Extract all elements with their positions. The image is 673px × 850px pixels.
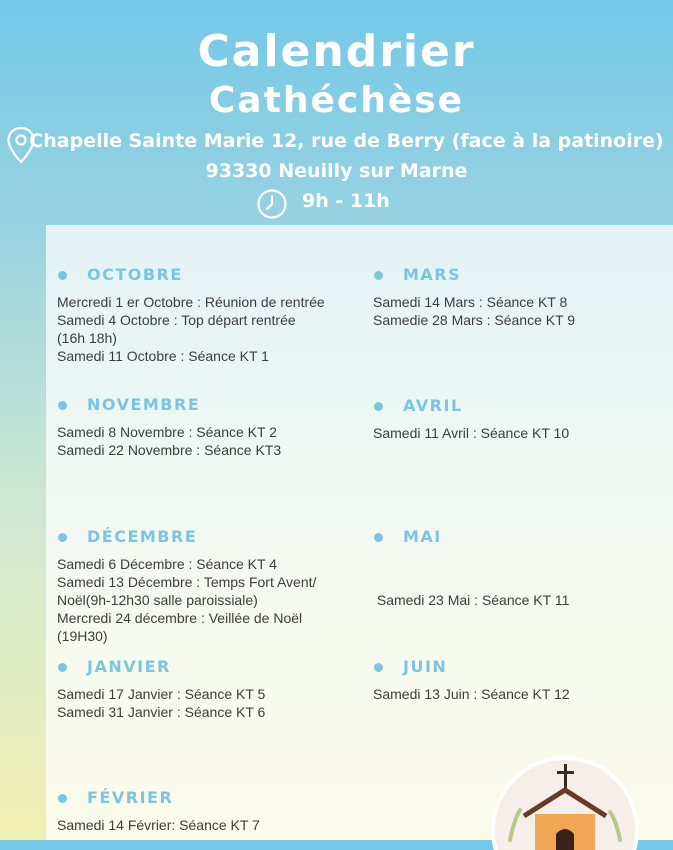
- month-title: JUIN: [403, 657, 448, 676]
- event-item: Samedi 6 Décembre : Séance KT 4: [57, 556, 277, 572]
- page-title: Calendrier: [197, 26, 476, 77]
- bullet-dot: [374, 533, 383, 542]
- event-item: (16h 18h): [57, 330, 117, 346]
- event-item: Mercredi 24 décembre : Veillée de Noël: [57, 610, 303, 626]
- month-title: NOVEMBRE: [87, 395, 201, 414]
- event-item: Samedi 8 Novembre : Séance KT 2: [57, 424, 277, 440]
- event-item: Samedi 22 Novembre : Séance KT3: [57, 442, 282, 458]
- event-item: Samedi 23 Mai : Séance KT 11: [373, 592, 570, 608]
- bullet-dot: [58, 271, 67, 280]
- bullet-dot: [374, 402, 383, 411]
- event-item: (19H30): [57, 628, 108, 644]
- month-title: MARS: [403, 265, 462, 284]
- event-item: Samedie 28 Mars : Séance KT 9: [373, 312, 576, 328]
- event-item: Samedi 31 Janvier : Séance KT 6: [57, 704, 266, 720]
- event-item: Samedi 17 Janvier : Séance KT 5: [57, 686, 266, 702]
- event-item: Samedi 14 Mars : Séance KT 8: [373, 294, 568, 310]
- bullet-dot: [58, 794, 67, 803]
- event-item: Samedi 11 Avril : Séance KT 10: [373, 425, 570, 441]
- event-list: [57, 293, 357, 365]
- event-list: [373, 555, 663, 645]
- event-list: [57, 423, 357, 459]
- event-item: Samedi 11 Octobre : Séance KT 1: [57, 348, 269, 364]
- event-list: [373, 685, 663, 703]
- month-title: MAI: [403, 527, 442, 546]
- event-item: Samedi 4 Octobre : Top départ rentrée: [57, 312, 296, 328]
- bullet-dot: [58, 663, 67, 672]
- month-title: OCTOBRE: [87, 265, 183, 284]
- event-list: [57, 685, 357, 721]
- month-title: DÉCEMBRE: [87, 527, 198, 546]
- event-list: [57, 555, 357, 645]
- time-text: 9h - 11h: [302, 190, 390, 212]
- event-list: [57, 816, 357, 834]
- page-subtitle: Cathéchèse: [208, 80, 465, 121]
- event-item: Samedi 13 Décembre : Temps Fort Avent/: [57, 574, 317, 590]
- month-title: AVRIL: [403, 396, 463, 415]
- event-item: Mercredi 1 er Octobre : Réunion de rentrée: [57, 294, 325, 310]
- address-line-2: 93330 Neuilly sur Marne: [205, 160, 468, 182]
- bullet-dot: [58, 401, 67, 410]
- event-item: Samedi 13 Juin : Séance KT 12: [373, 686, 570, 702]
- month-title: JANVIER: [87, 657, 171, 676]
- event-list: [373, 293, 663, 329]
- bullet-dot: [374, 663, 383, 672]
- month-title: FÉVRIER: [87, 788, 174, 807]
- event-item: Samedi 14 Février: Séance KT 7: [57, 817, 260, 833]
- address-line-1: Chapelle Sainte Marie 12, rue de Berry (face à la patinoire): [29, 130, 664, 152]
- event-list: [373, 424, 663, 442]
- chapel-icon: [490, 750, 640, 850]
- header: [0, 0, 673, 225]
- clock-icon: [256, 188, 288, 220]
- event-item: Noël(9h-12h30 salle paroissiale): [57, 592, 258, 608]
- bullet-dot: [58, 533, 67, 542]
- bullet-dot: [374, 271, 383, 280]
